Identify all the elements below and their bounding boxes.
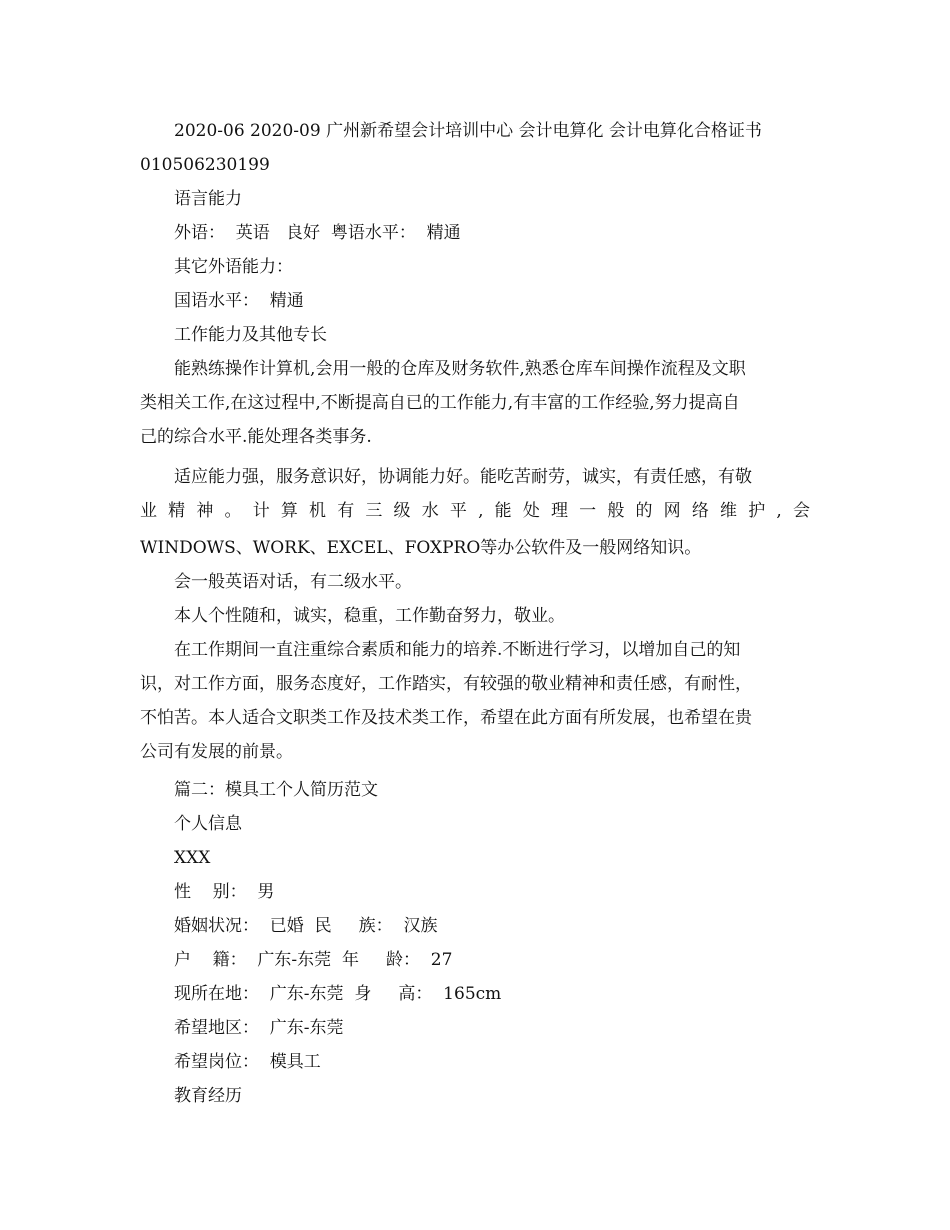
spread-char: 的 [635, 501, 653, 521]
wish-region-field: 希望地区： 广东-东莞 [174, 1018, 344, 1038]
certificate-line: 2020-06 2020-09 广州新希望会计培训中心 会计电算化 会计电算化合格证书 [174, 121, 762, 141]
spread-char: 络 [691, 501, 709, 521]
location-field: 现所在地： 广东-东莞 身 高： 165cm [174, 984, 502, 1004]
spread-char: 理 [550, 501, 568, 521]
spread-char: 般 [607, 501, 625, 521]
ability-paragraph-line: 适应能力强，服务意识好，协调能力好。能吃苦耐劳，诚实，有责任感，有敬 [174, 467, 752, 487]
spread-char: 计 [252, 501, 270, 521]
gender-field: 性 别： 男 [174, 882, 275, 902]
spread-char: 精 [168, 501, 186, 521]
mandarin-line: 国语水平： 精通 [174, 291, 304, 311]
summary-paragraph-line: 公司有发展的前景。 [140, 742, 293, 762]
wish-post-field: 希望岗位： 模具工 [174, 1052, 321, 1072]
spread-char: 网 [663, 501, 681, 521]
ability-paragraph-spread-line [140, 499, 810, 523]
skills-paragraph-line: 己的综合水平.能处理各类事务. [140, 427, 372, 447]
summary-paragraph-line: 识，对工作方面，服务态度好，工作踏实，有较强的敬业精神和责任感，有耐性， [140, 674, 752, 694]
spread-char: 神 [196, 501, 214, 521]
spread-char: 。 [224, 501, 242, 521]
spread-char: 有 [337, 501, 355, 521]
other-language-line: 其它外语能力： [174, 257, 293, 277]
hukou-field: 户 籍： 广东-东莞 年 龄： 27 [174, 950, 453, 970]
language-heading: 语言能力 [174, 189, 242, 209]
spread-char: 会 [792, 501, 810, 521]
summary-paragraph-line: 在工作期间一直注重综合素质和能力的培养.不断进行学习，以增加自己的知 [174, 640, 741, 660]
personality-line: 本人个性随和，诚实，稳重，工作勤奋努力，敬业。 [174, 606, 565, 626]
education-heading: 教育经历 [174, 1086, 242, 1106]
personal-info-heading: 个人信息 [174, 814, 242, 834]
spread-char: 三 [365, 501, 383, 521]
ability-paragraph-line: WINDOWS、WORK、EXCEL、FOXPRO等办公软件及一般网络知识。 [140, 538, 702, 558]
spread-char: 业 [140, 501, 157, 521]
spread-char: 算 [280, 501, 298, 521]
spread-char: , [478, 501, 484, 521]
skills-heading: 工作能力及其他专长 [174, 325, 327, 345]
name-field: XXX [174, 848, 211, 868]
spread-char: 机 [309, 501, 327, 521]
spread-char: 平 [449, 501, 467, 521]
foreign-language-line: 外语： 英语 良好 粤语水平： 精通 [174, 223, 461, 243]
skills-paragraph-line: 能熟练操作计算机,会用一般的仓库及财务软件,熟悉仓库车间操作流程及文职 [174, 359, 746, 379]
marital-field: 婚姻状况： 已婚 民 族： 汉族 [174, 916, 438, 936]
spread-char: 能 [494, 501, 512, 521]
spread-char: 处 [522, 501, 540, 521]
skills-paragraph-line: 类相关工作,在这过程中,不断提高自已的工作能力,有丰富的工作经验,努力提高自 [140, 393, 740, 413]
spread-char: , [776, 501, 782, 521]
english-line: 会一般英语对话，有二级水平。 [174, 572, 412, 592]
spread-char: 级 [393, 501, 411, 521]
certificate-number: 010506230199 [140, 155, 270, 175]
spread-char: 维 [720, 501, 738, 521]
spread-char: 一 [579, 501, 597, 521]
summary-paragraph-line: 不怕苦。本人适合文职类工作及技术类工作，希望在此方面有所发展，也希望在贵 [140, 708, 752, 728]
spread-char: 水 [421, 501, 439, 521]
section-title: 篇二：模具工个人简历范文 [174, 780, 378, 800]
spread-char: 护 [748, 501, 766, 521]
